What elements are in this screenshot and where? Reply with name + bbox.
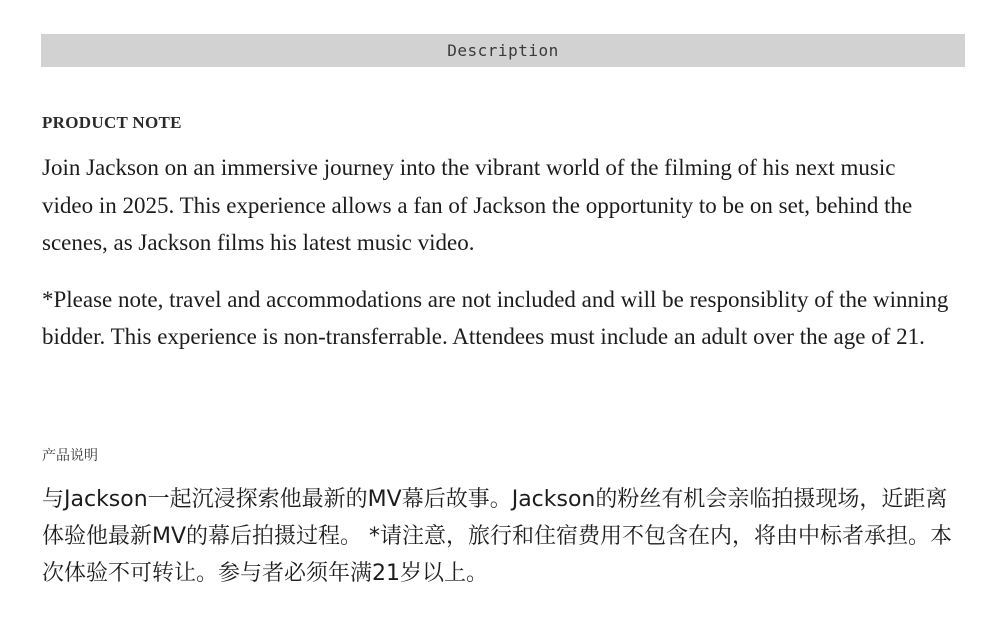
product-note-heading: PRODUCT NOTE: [42, 113, 182, 132]
product-note-zh-paragraph: 与Jackson一起沉浸探索他最新的MV幕后故事。Jackson的粉丝有机会亲临拍摄现场，近距离体验他最新MV的幕后拍摄过程。 *请注意，旅行和住宿费用不包含在内，将由中标者承担。本次体验不可转让。参与者必须年满21岁以上。: [42, 487, 953, 586]
description-tab[interactable]: [41, 34, 965, 67]
product-note-zh-section: [42, 445, 962, 592]
description-tab-label: Description: [447, 41, 559, 60]
product-note-disclaimer: *Please note, travel and accommodations are not included and will be responsiblity of the winning bidder. This experience is non-transferrable. Attendees must include an adult over the age of 21.: [42, 286, 949, 349]
product-note-zh-heading: 产品说明: [42, 448, 98, 464]
product-note-paragraph: Join Jackson on an immersive journey into the vibrant world of the filming of his next music video in 2025. This experience allows a fan of Jackson the opportunity to be on set, behind the scenes, as Jackson films his latest music video.: [42, 155, 913, 255]
product-note-section: [42, 112, 952, 356]
